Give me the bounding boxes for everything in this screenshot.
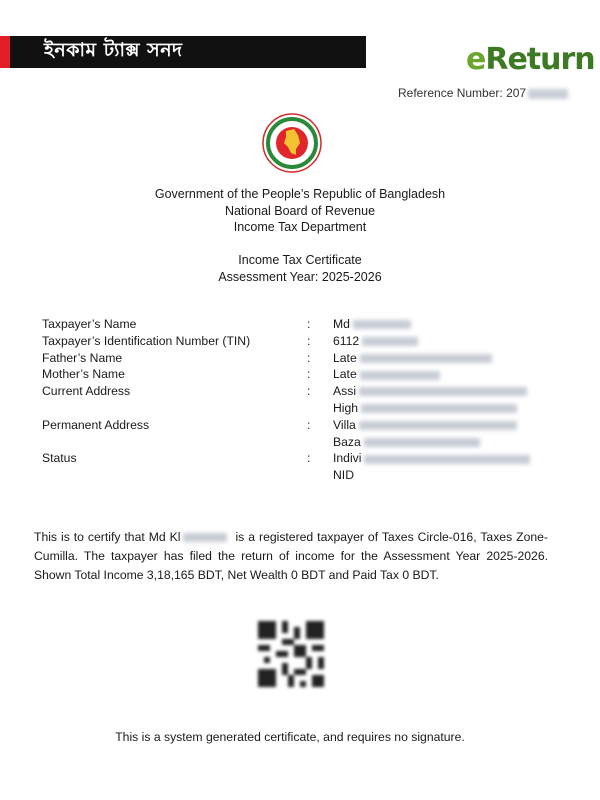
permanent-address-value: Villa Baza <box>333 417 562 451</box>
mother-value: Late <box>333 366 562 383</box>
info-row-permanent-address <box>42 417 562 451</box>
info-row-status <box>42 450 562 484</box>
tin-value: 6112 <box>333 333 562 350</box>
ereturn-logo <box>466 42 595 77</box>
taxpayer-name-value: Md <box>333 316 562 333</box>
colon: : <box>307 451 311 466</box>
colon: : <box>307 317 311 331</box>
taxpayer-info <box>42 316 562 484</box>
mother-label: Mother’s Name <box>42 367 125 382</box>
father-value: Late <box>333 350 562 367</box>
certification-statement <box>34 528 548 585</box>
father-label: Father’s Name <box>42 350 123 365</box>
header-line-2: National Board of Revenue <box>224 203 376 218</box>
taxpayer-name-label: Taxpayer’s Name <box>42 317 137 331</box>
statement-redacted-name <box>183 533 227 542</box>
issuer-header <box>0 186 600 236</box>
assessment-year: Assessment Year: 2025-2026 <box>218 269 382 284</box>
government-seal-icon <box>262 113 322 173</box>
logo-return: Return <box>485 42 595 77</box>
footer-note: This is a system generated certificate, and requires no signature. <box>115 730 465 744</box>
current-address-label: Current Address <box>42 384 131 399</box>
reference-value: 207 <box>506 86 527 100</box>
reference-redacted <box>528 89 568 99</box>
info-row-mother <box>42 366 562 383</box>
reference-number <box>398 86 568 100</box>
colon: : <box>307 350 311 365</box>
colon: : <box>307 333 311 348</box>
info-row-current-address <box>42 383 562 417</box>
header-line-3: Income Tax Department <box>233 220 367 234</box>
permanent-address-label: Permanent Address <box>42 417 150 432</box>
colon: : <box>307 417 311 432</box>
info-row-tin <box>42 333 562 350</box>
status-value: Indivi NID <box>333 450 562 484</box>
qr-code-icon <box>258 621 324 687</box>
colon: : <box>307 367 311 382</box>
info-row-name <box>42 316 562 333</box>
banner-accent <box>0 36 10 68</box>
status-label: Status <box>42 451 77 466</box>
banner-title: ইনকাম ট্যাক্স সনদ <box>44 39 183 61</box>
statement-part-1: This is to certify that Md Kl <box>34 530 181 544</box>
statement-part-2: is a registered taxpayer of Taxes Circle-016, Taxes Zone-Cumilla. The taxpayer has filed the return of income for the Assessment Year 2025-2026. Shown Total Income 3,18,165 BDT, Net Wealth 0 BDT and Paid Tax 0 BDT. <box>34 530 548 582</box>
certificate-title-block <box>0 252 600 285</box>
colon: : <box>307 384 311 399</box>
current-address-value: Assi High <box>333 383 562 417</box>
info-row-father <box>42 350 562 367</box>
tin-label: Taxpayer’s Identification Number (TIN) <box>42 333 251 348</box>
certificate-title: Income Tax Certificate <box>238 253 362 267</box>
page-banner <box>0 36 366 68</box>
logo-e: e <box>466 42 486 77</box>
reference-label: Reference Number: <box>398 86 503 100</box>
header-line-1: Government of the People’s Republic of Bangladesh <box>154 187 446 201</box>
